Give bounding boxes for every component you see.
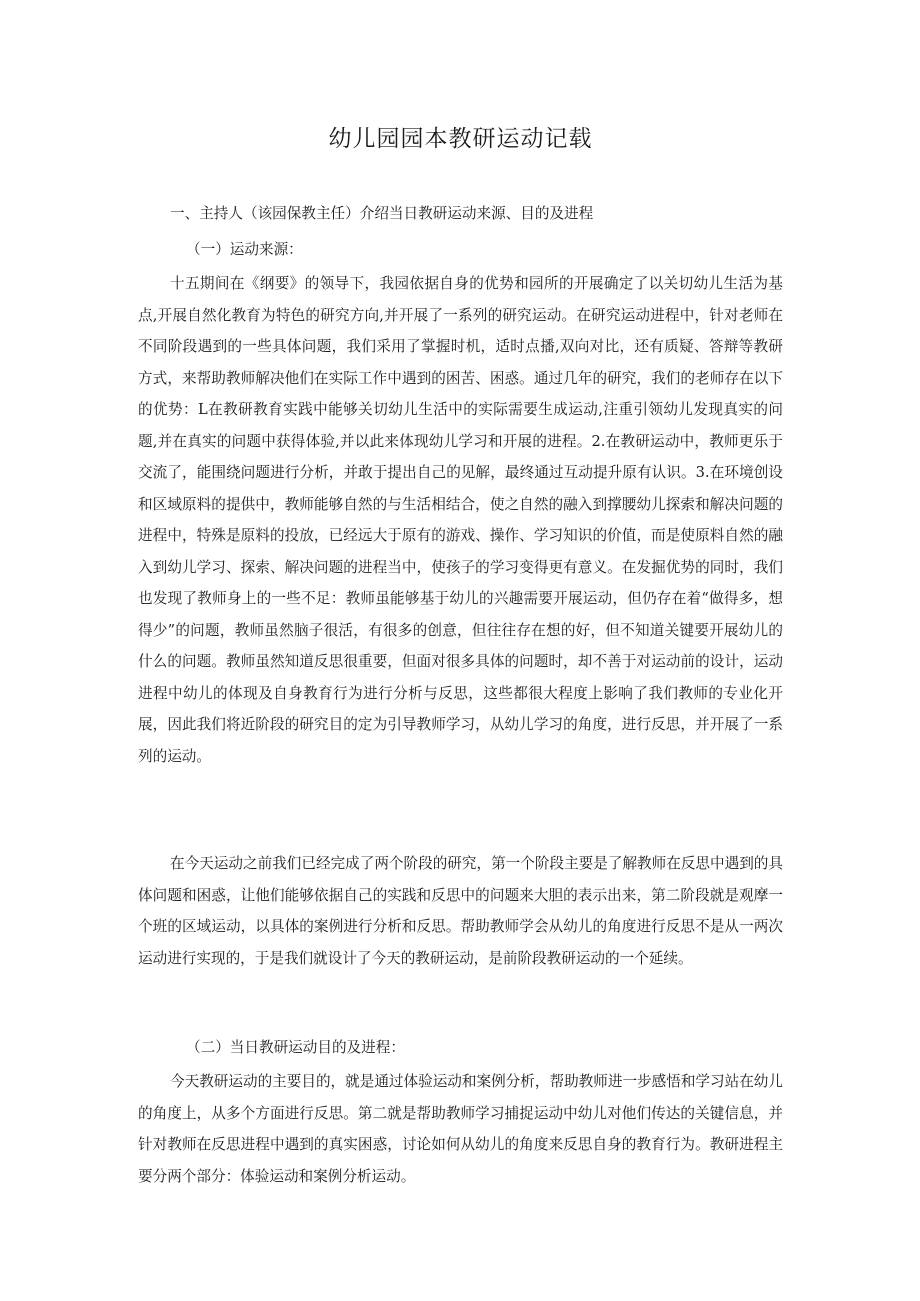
paragraph-3: 今天教研运动的主要目的，就是通过体验运动和案例分析，帮助教师进一步感悟和学习站在幼儿的角度上，从多个方面进行反思。第二就是帮助教师学习捕捉运动中幼儿对他们传达的关键信息，并针对教师在反思进程中遇到的真实困惑，讨论如何从幼儿的角度来反思自身的教育行为。教研进程主要分两个部分：体验运动和案例分析运动。	[138, 1073, 783, 1185]
section-heading-1: 一、主持人（该园保教主任）介绍当日教研运动来源、目的及进程	[170, 205, 594, 222]
paragraph-1: 十五期间在《纲要》的领导下，我园依据自身的优势和园所的开展确定了以关切幼儿生活为基点,开展自然化教育为特色的研究方向,并开展了一系列的研究运动。在研究运动进程中，针对老师在不同阶段遇到的一些具体问题，我们采用了掌握时机，适时点播,双向对比，还有质疑、答辩等教研方式，来帮助教师解决他们在实际工作中遇到的困苦、困惑。通过几年的研究，我们的老师存在以下的优势：L在教研教育实践中能够关切幼儿生活中的实际需要生成运动,注重引领幼儿发现真实的问题,并在真实的问题中获得体验,并以此来体现幼儿学习和开展的进程。2.在教研运动中，教师更乐于交流了，能围绕问题进行分析，并敢于提出自己的见解，最终通过互动提升原有认识。3.在环境创设和区域原料的提供中，教师能够自然的与生活相结合，使之自然的融入到撑腰幼儿探索和解决问题的进程中，特殊是原料的投放，已经远大于原有的游戏、操作、学习知识的价值，而是使原料自然的融入到幼儿学习、探索、解决问题的进程当中，使孩子的学习变得更有意义。在发掘优势的同时，我们也发现了教师身上的一些不足：教师虽能够基于幼儿的兴趣需要开展运动，但仍存在着“做得多，想得少”的问题，教师虽然脑子很活，有很多的创意，但往往存在想的好，但不知道关键要开展幼儿的什么的问题。教师虽然知道反思很重要，但面对很多具体的问题时，却不善于对运动前的设计，运动进程中幼儿的体现及自身教育行为进行分析与反思，这些都很大程度上影响了我们教师的专业化开展，因此我们将近阶段的研究目的定为引导教师学习，从幼儿学习的角度，进行反思，并开展了一系列的运动。	[138, 275, 783, 765]
subsection-heading-2: （二）当日教研运动目的及进程：	[186, 1039, 405, 1056]
document-title: 幼儿园园本教研运动记载	[328, 126, 593, 152]
subsection-heading-1: （一）运动来源：	[186, 241, 303, 258]
paragraph-2: 在今天运动之前我们已经完成了两个阶段的研究，第一个阶段主要是了解教师在反思中遇到的具体问题和困惑，让他们能够依据自己的实践和反思中的问题来大胆的表示出来，第二阶段就是观摩一个班的区域运动，以具体的案例进行分析和反思。帮助教师学会从幼儿的角度进行反思不是从一两次运动进行实现的，于是我们就设计了今天的教研运动，是前阶段教研运动的一个延续。	[138, 855, 783, 967]
